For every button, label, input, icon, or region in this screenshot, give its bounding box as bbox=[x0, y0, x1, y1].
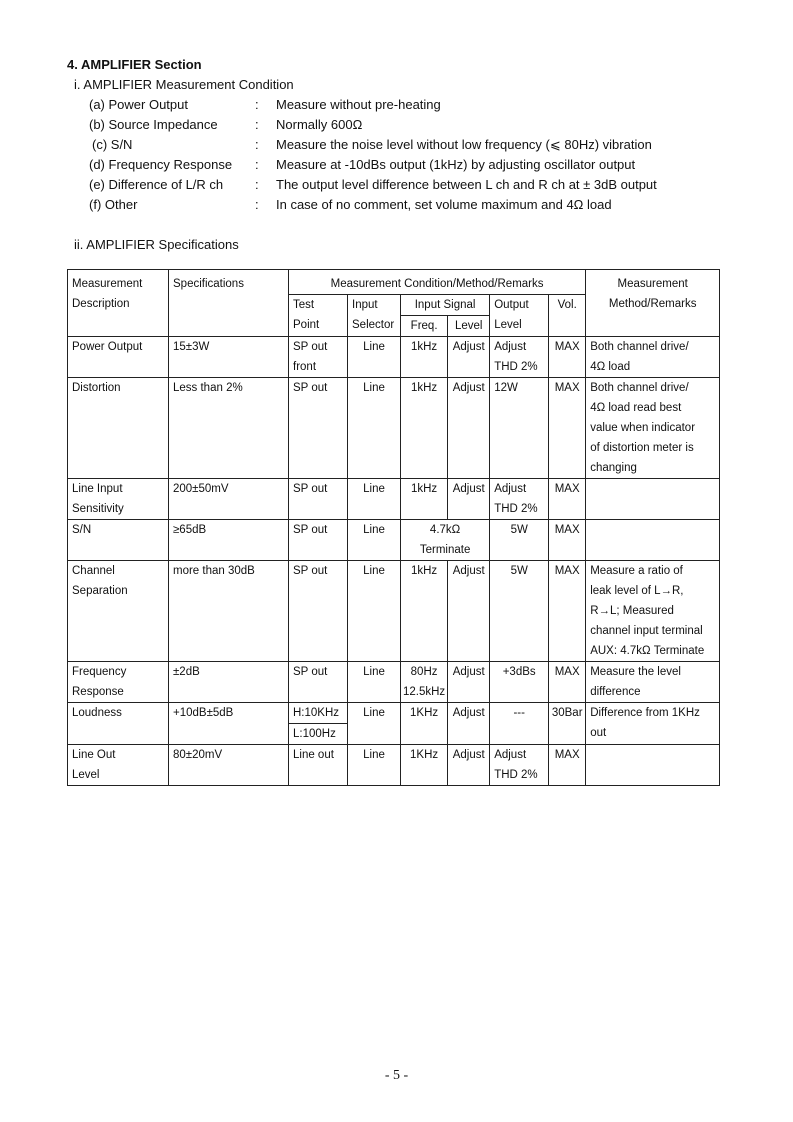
cell-freq: 1kHz bbox=[401, 337, 448, 378]
cell-method: Both channel drive/ 4Ω load read best value when indicator of distortion meter is changing bbox=[586, 378, 720, 479]
table-row bbox=[68, 561, 720, 662]
cell-test-point: SP out front bbox=[289, 337, 348, 378]
cell-level: Adjust bbox=[448, 745, 490, 786]
cell-test-point: Line out bbox=[289, 745, 348, 786]
condition-colon: : bbox=[255, 157, 259, 172]
cell-vol: MAX bbox=[549, 662, 586, 703]
header-freq: Freq. bbox=[401, 316, 448, 337]
condition-value: In case of no comment, set volume maximum and 4Ω load bbox=[276, 197, 612, 212]
cell-level: Adjust bbox=[448, 378, 490, 479]
cell-freq: 1KHz bbox=[401, 703, 448, 745]
cell-level: Adjust bbox=[448, 561, 490, 662]
condition-heading: i. AMPLIFIER Measurement Condition bbox=[74, 77, 294, 92]
cell-vol: MAX bbox=[549, 378, 586, 479]
table-row bbox=[68, 703, 720, 745]
cell-signal: 4.7kΩ Terminate bbox=[401, 520, 490, 561]
table-header-row bbox=[68, 270, 720, 295]
cell-output: 5W bbox=[490, 520, 549, 561]
table-row bbox=[68, 745, 720, 786]
cell-output: Adjust THD 2% bbox=[490, 337, 549, 378]
cell-selector: Line bbox=[348, 378, 401, 479]
condition-colon: : bbox=[255, 137, 259, 152]
condition-label: (b) Source Impedance bbox=[89, 117, 218, 132]
cell-description: S/N bbox=[68, 520, 169, 561]
header-method: Measurement Method/Remarks bbox=[586, 270, 720, 337]
cell-test-point: H:10KHz L:100Hz bbox=[289, 703, 348, 745]
table-row bbox=[68, 520, 720, 561]
condition-value: Measure the noise level without low frequency (⩽ 80Hz) vibration bbox=[276, 137, 652, 152]
condition-value: Measure without pre-heating bbox=[276, 97, 441, 112]
table-row bbox=[68, 662, 720, 703]
cell-output: 12W bbox=[490, 378, 549, 479]
cell-specification: 15±3W bbox=[169, 337, 289, 378]
cell-selector: Line bbox=[348, 561, 401, 662]
cell-specification: +10dB±5dB bbox=[169, 703, 289, 745]
condition-colon: : bbox=[255, 197, 259, 212]
table-row bbox=[68, 479, 720, 520]
cell-vol: MAX bbox=[549, 520, 586, 561]
cell-level: Adjust bbox=[448, 703, 490, 745]
cell-test-point: SP out bbox=[289, 479, 348, 520]
header-condition-group: Measurement Condition/Method/Remarks bbox=[289, 270, 586, 295]
cell-method: Difference from 1KHz out bbox=[586, 703, 720, 745]
cell-method: Measure the level difference bbox=[586, 662, 720, 703]
cell-test-point: SP out bbox=[289, 378, 348, 479]
condition-colon: : bbox=[255, 177, 259, 192]
cell-description: Power Output bbox=[68, 337, 169, 378]
condition-value: Measure at -10dBs output (1kHz) by adjusting oscillator output bbox=[276, 157, 636, 172]
cell-freq: 1kHz bbox=[401, 378, 448, 479]
cell-description: Line Input Sensitivity bbox=[68, 479, 169, 520]
spec-heading: ii. AMPLIFIER Specifications bbox=[74, 237, 239, 252]
condition-colon: : bbox=[255, 97, 259, 112]
condition-label: (e) Difference of L/R ch bbox=[89, 177, 224, 192]
cell-method bbox=[586, 520, 720, 561]
cell-method: Both channel drive/ 4Ω load bbox=[586, 337, 720, 378]
condition-colon: : bbox=[255, 117, 259, 132]
condition-value: Normally 600Ω bbox=[276, 117, 363, 132]
cell-specification: ±2dB bbox=[169, 662, 289, 703]
cell-level: Adjust bbox=[448, 662, 490, 703]
cell-description: Frequency Response bbox=[68, 662, 169, 703]
cell-vol: MAX bbox=[549, 561, 586, 662]
cell-method bbox=[586, 479, 720, 520]
cell-output: 5W bbox=[490, 561, 549, 662]
header-description: Measurement Description bbox=[68, 270, 169, 337]
cell-output: --- bbox=[490, 703, 549, 745]
cell-output: Adjust THD 2% bbox=[490, 479, 549, 520]
cell-description: Channel Separation bbox=[68, 561, 169, 662]
page-number: - 5 - bbox=[384, 1068, 409, 1083]
section-title: 4. AMPLIFIER Section bbox=[67, 57, 202, 72]
cell-specification: Less than 2% bbox=[169, 378, 289, 479]
cell-freq: 1KHz bbox=[401, 745, 448, 786]
cell-selector: Line bbox=[348, 662, 401, 703]
cell-output: +3dBs bbox=[490, 662, 549, 703]
condition-value: The output level difference between L ch and R ch at ± 3dB output bbox=[276, 177, 657, 192]
cell-test-point: SP out bbox=[289, 520, 348, 561]
spec-table bbox=[67, 269, 720, 786]
cell-test-point: SP out bbox=[289, 662, 348, 703]
header-vol: Vol. bbox=[549, 295, 586, 337]
condition-label: (d) Frequency Response bbox=[89, 157, 233, 172]
cell-method: Measure a ratio of leak level of L→R, R→L; Measured channel input terminal AUX: 4.7kΩ Terminate bbox=[586, 561, 720, 662]
cell-vol: MAX bbox=[549, 479, 586, 520]
cell-freq: 80Hz 12.5kHz bbox=[401, 662, 448, 703]
condition-label: (a) Power Output bbox=[89, 97, 188, 112]
header-test-point: Test Point bbox=[289, 295, 348, 337]
header-specifications: Specifications bbox=[169, 270, 289, 337]
cell-test-point: SP out bbox=[289, 561, 348, 662]
header-output-level: Output Level bbox=[490, 295, 549, 337]
header-input-selector: Input Selector bbox=[348, 295, 401, 337]
cell-specification: ≥65dB bbox=[169, 520, 289, 561]
cell-specification: 200±50mV bbox=[169, 479, 289, 520]
header-input-signal: Input Signal bbox=[401, 295, 490, 316]
cell-vol: MAX bbox=[549, 337, 586, 378]
cell-level: Adjust bbox=[448, 337, 490, 378]
cell-selector: Line bbox=[348, 520, 401, 561]
cell-specification: more than 30dB bbox=[169, 561, 289, 662]
cell-specification: 80±20mV bbox=[169, 745, 289, 786]
cell-vol: 30Bar bbox=[549, 703, 586, 745]
cell-description: Line Out Level bbox=[68, 745, 169, 786]
condition-label: (f) Other bbox=[89, 197, 138, 212]
cell-freq: 1kHz bbox=[401, 479, 448, 520]
cell-selector: Line bbox=[348, 337, 401, 378]
cell-selector: Line bbox=[348, 745, 401, 786]
cell-description: Distortion bbox=[68, 378, 169, 479]
cell-selector: Line bbox=[348, 703, 401, 745]
cell-method bbox=[586, 745, 720, 786]
header-level: Level bbox=[448, 316, 490, 337]
cell-selector: Line bbox=[348, 479, 401, 520]
cell-vol: MAX bbox=[549, 745, 586, 786]
cell-freq: 1kHz bbox=[401, 561, 448, 662]
cell-output: Adjust THD 2% bbox=[490, 745, 549, 786]
cell-level: Adjust bbox=[448, 479, 490, 520]
table-row bbox=[68, 337, 720, 378]
condition-label: (c) S/N bbox=[92, 137, 133, 152]
table-row bbox=[68, 378, 720, 479]
cell-description: Loudness bbox=[68, 703, 169, 745]
